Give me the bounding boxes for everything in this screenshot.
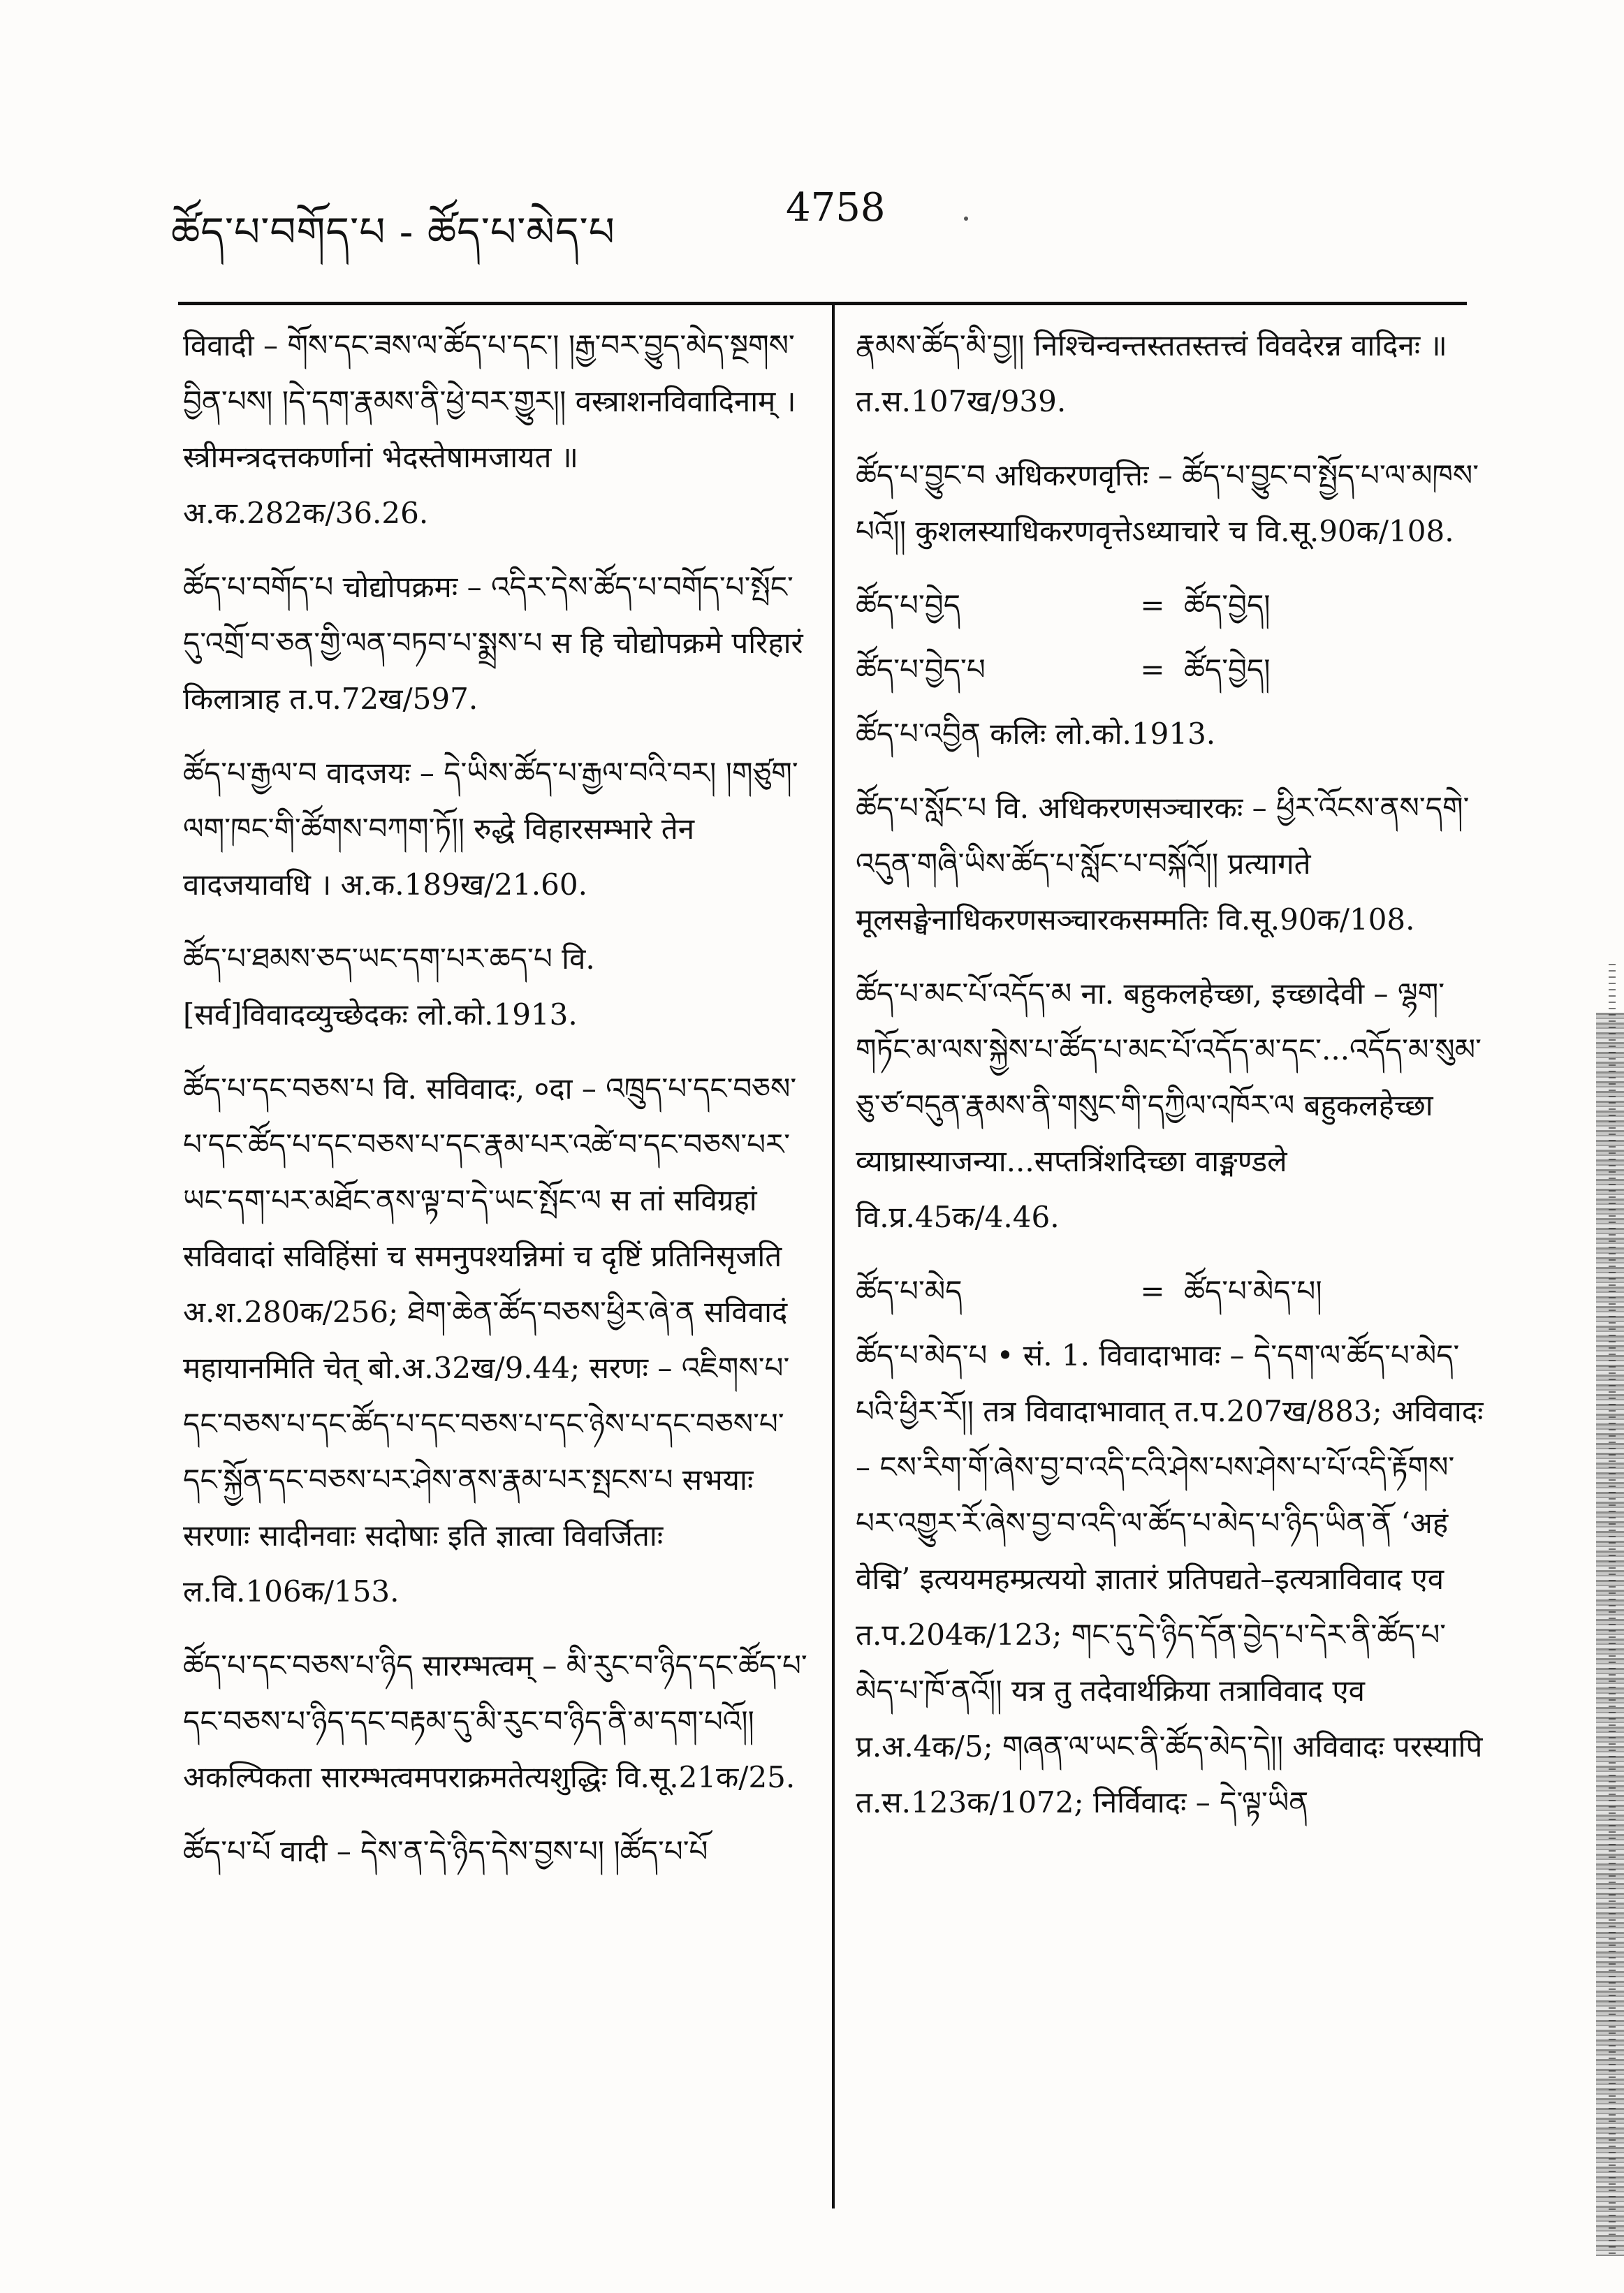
dictionary-entry: ཚོད་པ་དང་བཅས་པ་ཉིད सारम्भत्वम् – མི་རུང་བ་ཉིད་དང་ཚོད་པ་དང་བཅས་པ་ཉིད་དང་བརྟམ་དུ་མི་རུང་བ་ཉིད་ནི་མ་དག་པའོ།། अकल्पिकता सारम्भत्वमपराक्रमतेत्यशुद्धिः वि.सू.21क/25. xyxy=(183,1648,807,1794)
left-column xyxy=(183,318,812,1898)
dictionary-entry: ཚོད་པ་རྒྱལ་བ वादजयः – དེ་ཡིས་ཚོད་པ་རྒྱལ་བའི་བར། །གཙུག་ལག་ཁང་གི་ཚོགས་བཀག་ཏོ།། रुद्धे विहारसम्भारे तेन वादजयावधि । अ.क.189ख/21.60. xyxy=(183,756,798,902)
equals-sign: = xyxy=(1140,1274,1165,1308)
cross-reference xyxy=(856,642,1484,698)
dictionary-entry: ཚོད་པ་མང་པོ་འདོད་མ ना. बहुकलहेच्छा, इच्छादेवी – ལྷག་གཏོང་མ་ལས་སྐྱེས་པ་ཚོད་པ་མང་པོ་འདོད་མ་དང་...འདོད་མ་སུམ་ཅུ་ཙ་བདུན་རྣམས་ནི་གསུང་གི་དཀྱིལ་འཁོར་ལ बहुकलहेच्छा व्याघ्रास्याजन्या...सप्तत्रिंशदिच्छा वाङ्मण्डले वि.प्र.45क/4.46. xyxy=(856,976,1482,1234)
dictionary-entry: विवादी – གོས་དང་ཟས་ལ་ཚོད་པ་དང་། །རྒྱ་བར་བྱུད་མེད་སྔགས་བྱིན་པས། །དེ་དག་རྣམས་ནི་ཕྱེ་བར་གྱུར།། वस्त्राशनविवादिनाम् । स्त्रीमन्त्रदत्तकर्णानां भेदस्तेषामजायत ॥ अ.क.282क/36.26. xyxy=(183,328,796,530)
dictionary-entry: ཚོད་པ་འབྱིན कलिः लो.को.1913. xyxy=(856,717,1216,751)
right-column xyxy=(856,318,1484,1849)
running-head: ཚོད་པ་བགོད་པ - ཚོད་པ་མེད་པ xyxy=(171,208,615,256)
cross-reference-term: ཚོད་པ་བྱེད་པ xyxy=(856,652,986,687)
column-divider xyxy=(832,302,835,2208)
cross-reference xyxy=(856,1263,1484,1319)
cross-reference-target: ཚོད་པ་མེད་པ། xyxy=(1184,1274,1322,1308)
page-number: 4758 xyxy=(786,185,886,230)
cross-reference-target: ཚོད་བྱེད། xyxy=(1184,652,1271,687)
dictionary-entry: ཚོད་པ་མེད་པ • सं. 1. विवादाभावः – དེ་དག་ལ་ཚོད་པ་མེད་པའི་ཕྱིར་རོ།། तत्र विवादाभावात् त.प.207ख/883; अविवादः – ངས་རིག་གོ་ཞེས་བྱ་བ་འདི་ངའི་ཤེས་པས་ཤེས་པ་པོ་འདི་རྟོགས་པར་འགྱུར་རོ་ཞེས་བྱ་བ་འདི་ལ་ཚོད་པ་མེད་པ་ཉིད་ཡིན་ནོ ‘अहं वेद्मि’ इत्ययमहम्प्रत्ययो ज्ञातारं प्रतिपद्यते–इत्यत्राविवाद एव त.प.204क/123; གང་དུ་དེ་ཉིད་དོན་བྱེད་པ་དེར་ནི་ཚོད་པ་མེད་པ་ཁོ་ནའོ།། यत्र तु तदेवार्थक्रिया तत्राविवाद एव प्र.अ.4क/5; གཞན་ལ་ཡང་ནི་ཚོད་མེད་དེ།། अविवादः परस्यापि त.स.123क/1072; निर्विवादः – དེ་ལྟ་ཡིན xyxy=(856,1338,1484,1819)
cross-reference xyxy=(856,578,1484,633)
scan-edge-artifact xyxy=(1609,964,1616,2256)
dictionary-entry: ཚོད་པ་དང་བཅས་པ वि. सविवादः, ०दा – འཁྲུད་པ་དང་བཅས་པ་དང་ཚོད་པ་དང་བཅས་པ་དང་རྣམ་པར་འཚེ་བ་དང་བཅས་པར་ཡང་དག་པར་མཐོང་ནས་ལྟ་བ་དེ་ཡང་སྤོང་ལ स तां सविग्रहां सविवादां सविहिंसां च समनुपश्यन्निमां च दृष्टिं प्रतिनिसृजति अ.श.280क/256; ཐེག་ཆེན་ཚོད་བཅས་ཕྱིར་ཞེ་ན सविवादं महायानमिति चेत् बो.अ.32ख/9.44; सरणः – འཇིགས་པ་དང་བཅས་པ་དང་ཚོད་པ་དང་བཅས་པ་དང་ཉེས་པ་དང་བཅས་པ་དང་སྐྱོན་དང་བཅས་པར་ཤེས་ནས་རྣམ་པར་སྤངས་པ सभयाः सरणाः सादीनवाः सदोषाः इति ज्ञात्वा विवर्जिताः ल.वि.106क/153. xyxy=(183,1071,797,1609)
dictionary-entry: ཚོད་པ་སློང་པ वि. अधिकरणसञ्चारकः – ཕྱིར་འོངས་ནས་དགེ་འདུན་གཞི་ཡིས་ཚོད་པ་སློང་པ་བསྐོའོ།། प्रत्यागते मूलसङ्घेनाधिकरणसञ्चारकसम्मतिः वि.सू.90क/108. xyxy=(856,791,1470,937)
header-rule xyxy=(178,302,1467,305)
cross-reference-target: ཚོད་བྱེད། xyxy=(1184,588,1271,622)
equals-sign: = xyxy=(1140,652,1165,687)
dictionary-entry: རྣམས་ཚོད་མི་བྱ།། निश्चिन्वन्तस्ततस्तत्त्वं विवदेरन्न वादिनः ॥ त.स.107ख/939. xyxy=(856,328,1447,418)
equals-sign: = xyxy=(1140,588,1165,622)
scan-speck xyxy=(964,217,968,221)
cross-reference-term: ཚོད་པ་མེད xyxy=(856,1274,963,1308)
dictionary-entry: ཚོད་པ་ཐམས་ཅད་ཡང་དག་པར་ཆད་པ वि. [सर्व]विवादव्युच्छेदकः लो.को.1913. xyxy=(183,942,595,1032)
dictionary-entry: ཚོད་པ་པོ वादी – དེས་ན་དེ་ཉིད་དེས་བྱས་པ། །ཚོད་པ་པོ xyxy=(183,1834,708,1868)
dictionary-entry: ཚོད་པ་བགོད་པ चोद्योपक्रमः – འདིར་དེས་ཚོད་པ་བགོད་པ་སྤོང་དུ་འགྲོ་བ་ཅན་གྱི་ལན་བཏབ་པ་སྨྲས་པ स हि चोद्योपक्रमे परिहारं किलात्राह त.प.72ख/597. xyxy=(183,570,803,716)
dictionary-entry: ཚོད་པ་བྱུང་བ अधिकरणवृत्तिः – ཚོད་པ་བྱུང་བ་སྤྱོད་པ་ལ་མཁས་པའོ།། कुशलस्याधिकरणवृत्तेऽध्याचारे च वि.सू.90क/108. xyxy=(856,458,1479,548)
cross-reference-term: ཚོད་པ་བྱེད xyxy=(856,588,961,622)
